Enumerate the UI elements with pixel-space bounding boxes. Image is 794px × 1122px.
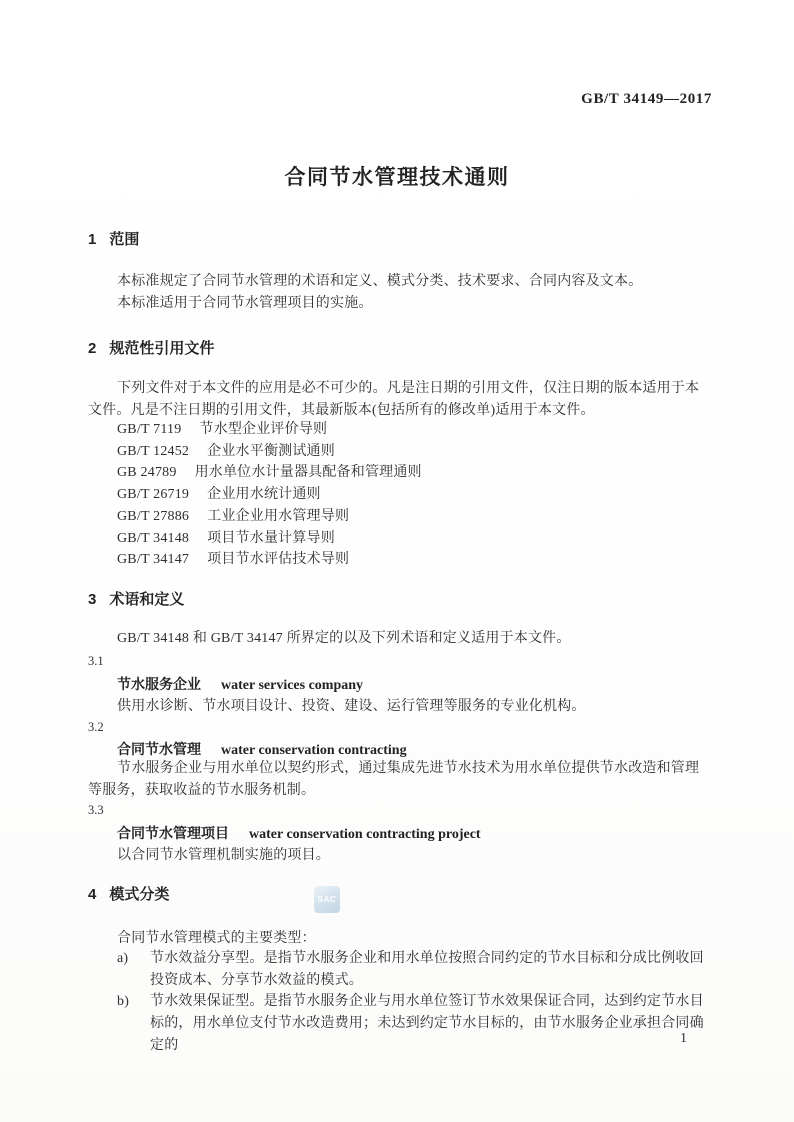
scope-paragraphs [88, 271, 713, 314]
reference-code: GB/T 7119 [117, 422, 182, 437]
section-number: 3 [88, 591, 97, 608]
terms-intro: GB/T 34148 和 GB/T 34147 所界定的以及下列术语和定义适用于本文件。 [117, 631, 571, 646]
standard-code: GB/T 34149—2017 [581, 91, 712, 107]
term-english: water services company [221, 678, 364, 693]
list-item-label: b) [117, 994, 130, 1010]
normative-references-list [117, 419, 713, 571]
reference-item [117, 484, 713, 506]
list-item-text: 节水效果保证型。是指节水服务企业与用水单位签订节水效果保证合同，达到约定节水目标的，用水单位支付节水改造费用；未达到约定节水目标的，由节水服务企业承担合同确定的 [150, 994, 704, 1053]
reference-item [117, 549, 713, 571]
scope-paragraph-1: 本标准规定了合同节水管理的术语和定义、模式分类、技术要求、合同内容及文本。 [117, 274, 643, 289]
list-item [117, 991, 713, 1056]
term-chinese: 节水服务企业 [117, 676, 201, 692]
reference-code: GB 24789 [117, 465, 177, 481]
reference-title: 企业水平衡测试通则 [207, 443, 335, 459]
section-heading-references [88, 338, 214, 360]
reference-code: GB/T 12452 [117, 443, 190, 459]
reference-item [117, 506, 713, 528]
section-heading-terms [88, 589, 184, 611]
reference-item [117, 462, 713, 484]
page-number: 1 [680, 1031, 687, 1046]
reference-code: GB/T 26719 [117, 487, 190, 503]
reference-title: 用水单位水计量器具配备和管理通则 [194, 465, 422, 481]
term-definition: 节水服务企业与用水单位以契约形式，通过集成先进节水技术为用水单位提供节水改造和管理等服务，获取收益的节水服务机制。 [88, 761, 700, 798]
term-definition: 以合同节水管理机制实施的项目。 [117, 848, 330, 863]
term-english: water conservation contracting project [249, 827, 481, 842]
reference-code: GB/T 34148 [117, 530, 190, 546]
section-title: 模式分类 [109, 886, 170, 903]
references-intro: 下列文件对于本文件的应用是必不可少的。凡是注日期的引用文件，仅注日期的版本适用于本文件。凡是不注日期的引用文件，其最新版本(包括所有的修改单)适用于本文件。 [88, 381, 700, 418]
section-heading-scope [88, 229, 139, 251]
list-item-label: a) [117, 951, 129, 966]
reference-title: 节水型企业评价导则 [199, 422, 328, 437]
section-number: 2 [88, 340, 97, 357]
reference-code: GB/T 34147 [117, 552, 190, 568]
reference-title: 企业用水统计通则 [207, 487, 321, 503]
term-heading [117, 674, 363, 697]
term-heading [117, 823, 481, 846]
section-number: 4 [88, 886, 97, 903]
models-intro: 合同节水管理模式的主要类型： [117, 931, 316, 946]
list-item [117, 948, 713, 991]
section-number: 1 [88, 231, 97, 248]
term-number: 3.1 [88, 654, 104, 668]
reference-title: 项目节水量计算导则 [207, 530, 335, 546]
reference-item [117, 528, 713, 550]
list-item-text: 节水效益分享型。是指节水服务企业和用水单位按照合同约定的节水目标和分成比例收回投资成本、分享节水效益的模式。 [150, 951, 704, 988]
page-title: 合同节水管理技术通则 [284, 166, 510, 189]
section-heading-models [88, 884, 169, 906]
term-definition: 供用水诊断、节水项目设计、投资、建设、运行管理等服务的专业化机构。 [117, 699, 586, 714]
reference-title: 项目节水评估技术导则 [207, 552, 350, 568]
section-title: 术语和定义 [109, 591, 185, 608]
section-title: 范围 [109, 231, 140, 248]
reference-code: GB/T 27886 [117, 508, 190, 524]
reference-item [117, 419, 713, 441]
term-number: 3.3 [88, 803, 104, 817]
reference-item [117, 441, 713, 463]
reference-title: 工业企业用水管理导则 [207, 508, 350, 524]
term-chinese: 合同节水管理 [117, 741, 201, 757]
term-number: 3.2 [88, 720, 104, 734]
model-type-list [117, 948, 713, 1057]
sac-watermark-icon [314, 886, 340, 913]
term-chinese: 合同节水管理项目 [117, 825, 229, 841]
section-title: 规范性引用文件 [109, 340, 215, 357]
term-english: water conservation contracting [221, 743, 407, 758]
sac-watermark-text: SAC [317, 895, 337, 904]
scope-paragraph-2: 本标准适用于合同节水管理项目的实施。 [117, 295, 373, 311]
